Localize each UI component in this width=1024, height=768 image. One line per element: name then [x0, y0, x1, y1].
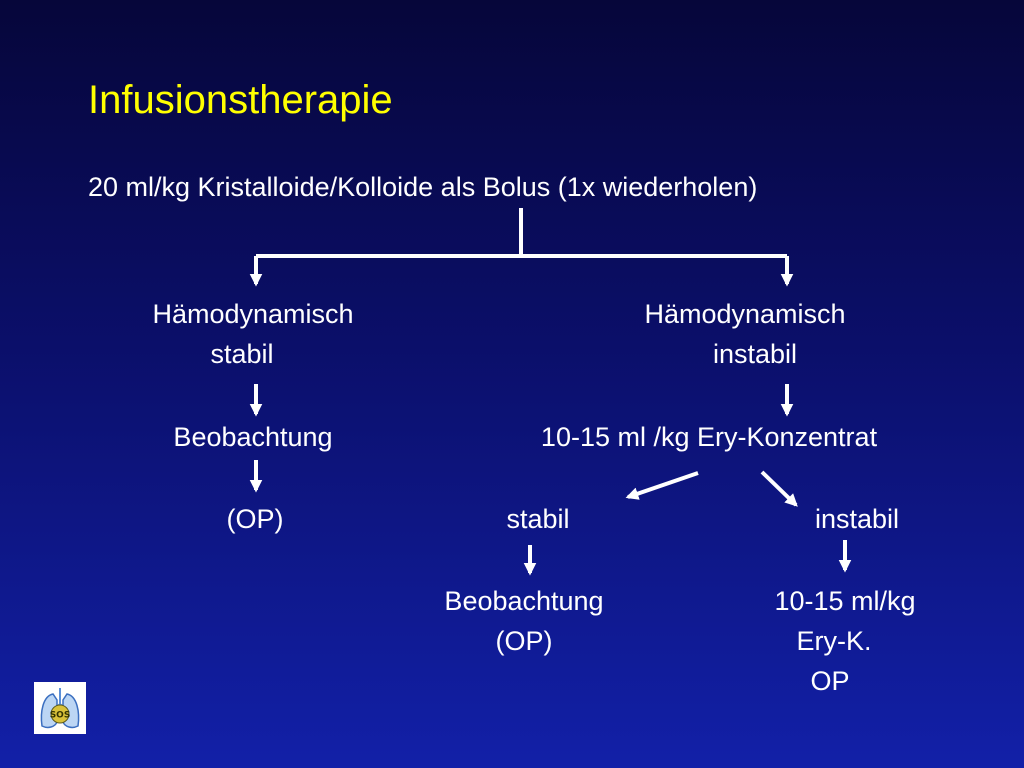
arrow-to-stable-branch: [628, 473, 698, 497]
stable-branch-action: Beobachtung: [444, 586, 604, 616]
stable-branch-label: stabil: [506, 504, 570, 534]
right-action-node: 10-15 ml /kg Ery-Konzentrat: [540, 422, 878, 452]
stable-branch-result: [444, 581, 603, 661]
left-status-node: [152, 294, 353, 374]
left-outcome-node: (OP): [226, 504, 284, 534]
logo-text: SOS: [49, 710, 71, 721]
unstable-branch-result: [774, 581, 915, 701]
right-status-line1: Hämodynamisch: [644, 299, 846, 329]
left-status-line2: stabil: [210, 339, 274, 369]
slide-title: Infusionstherapie: [88, 78, 393, 122]
unstable-branch-label: instabil: [814, 504, 900, 534]
right-status-node: [644, 294, 845, 374]
lung-logo: [34, 682, 86, 734]
unstable-branch-action-line1: 10-15 ml/kg: [774, 586, 916, 616]
intro-text: 20 ml/kg Kristalloide/Kolloide als Bolus (1x wiederholen): [88, 172, 758, 202]
arrow-to-unstable-branch: [762, 472, 796, 505]
stable-branch-outcome: (OP): [495, 626, 553, 656]
right-status-line2: instabil: [712, 339, 798, 369]
left-action-node: Beobachtung: [173, 422, 333, 452]
unstable-branch-action-line2: Ery-K.: [796, 626, 872, 656]
unstable-branch-outcome: OP: [810, 666, 850, 696]
lungs-icon: [34, 682, 86, 734]
left-status-line1: Hämodynamisch: [152, 299, 354, 329]
